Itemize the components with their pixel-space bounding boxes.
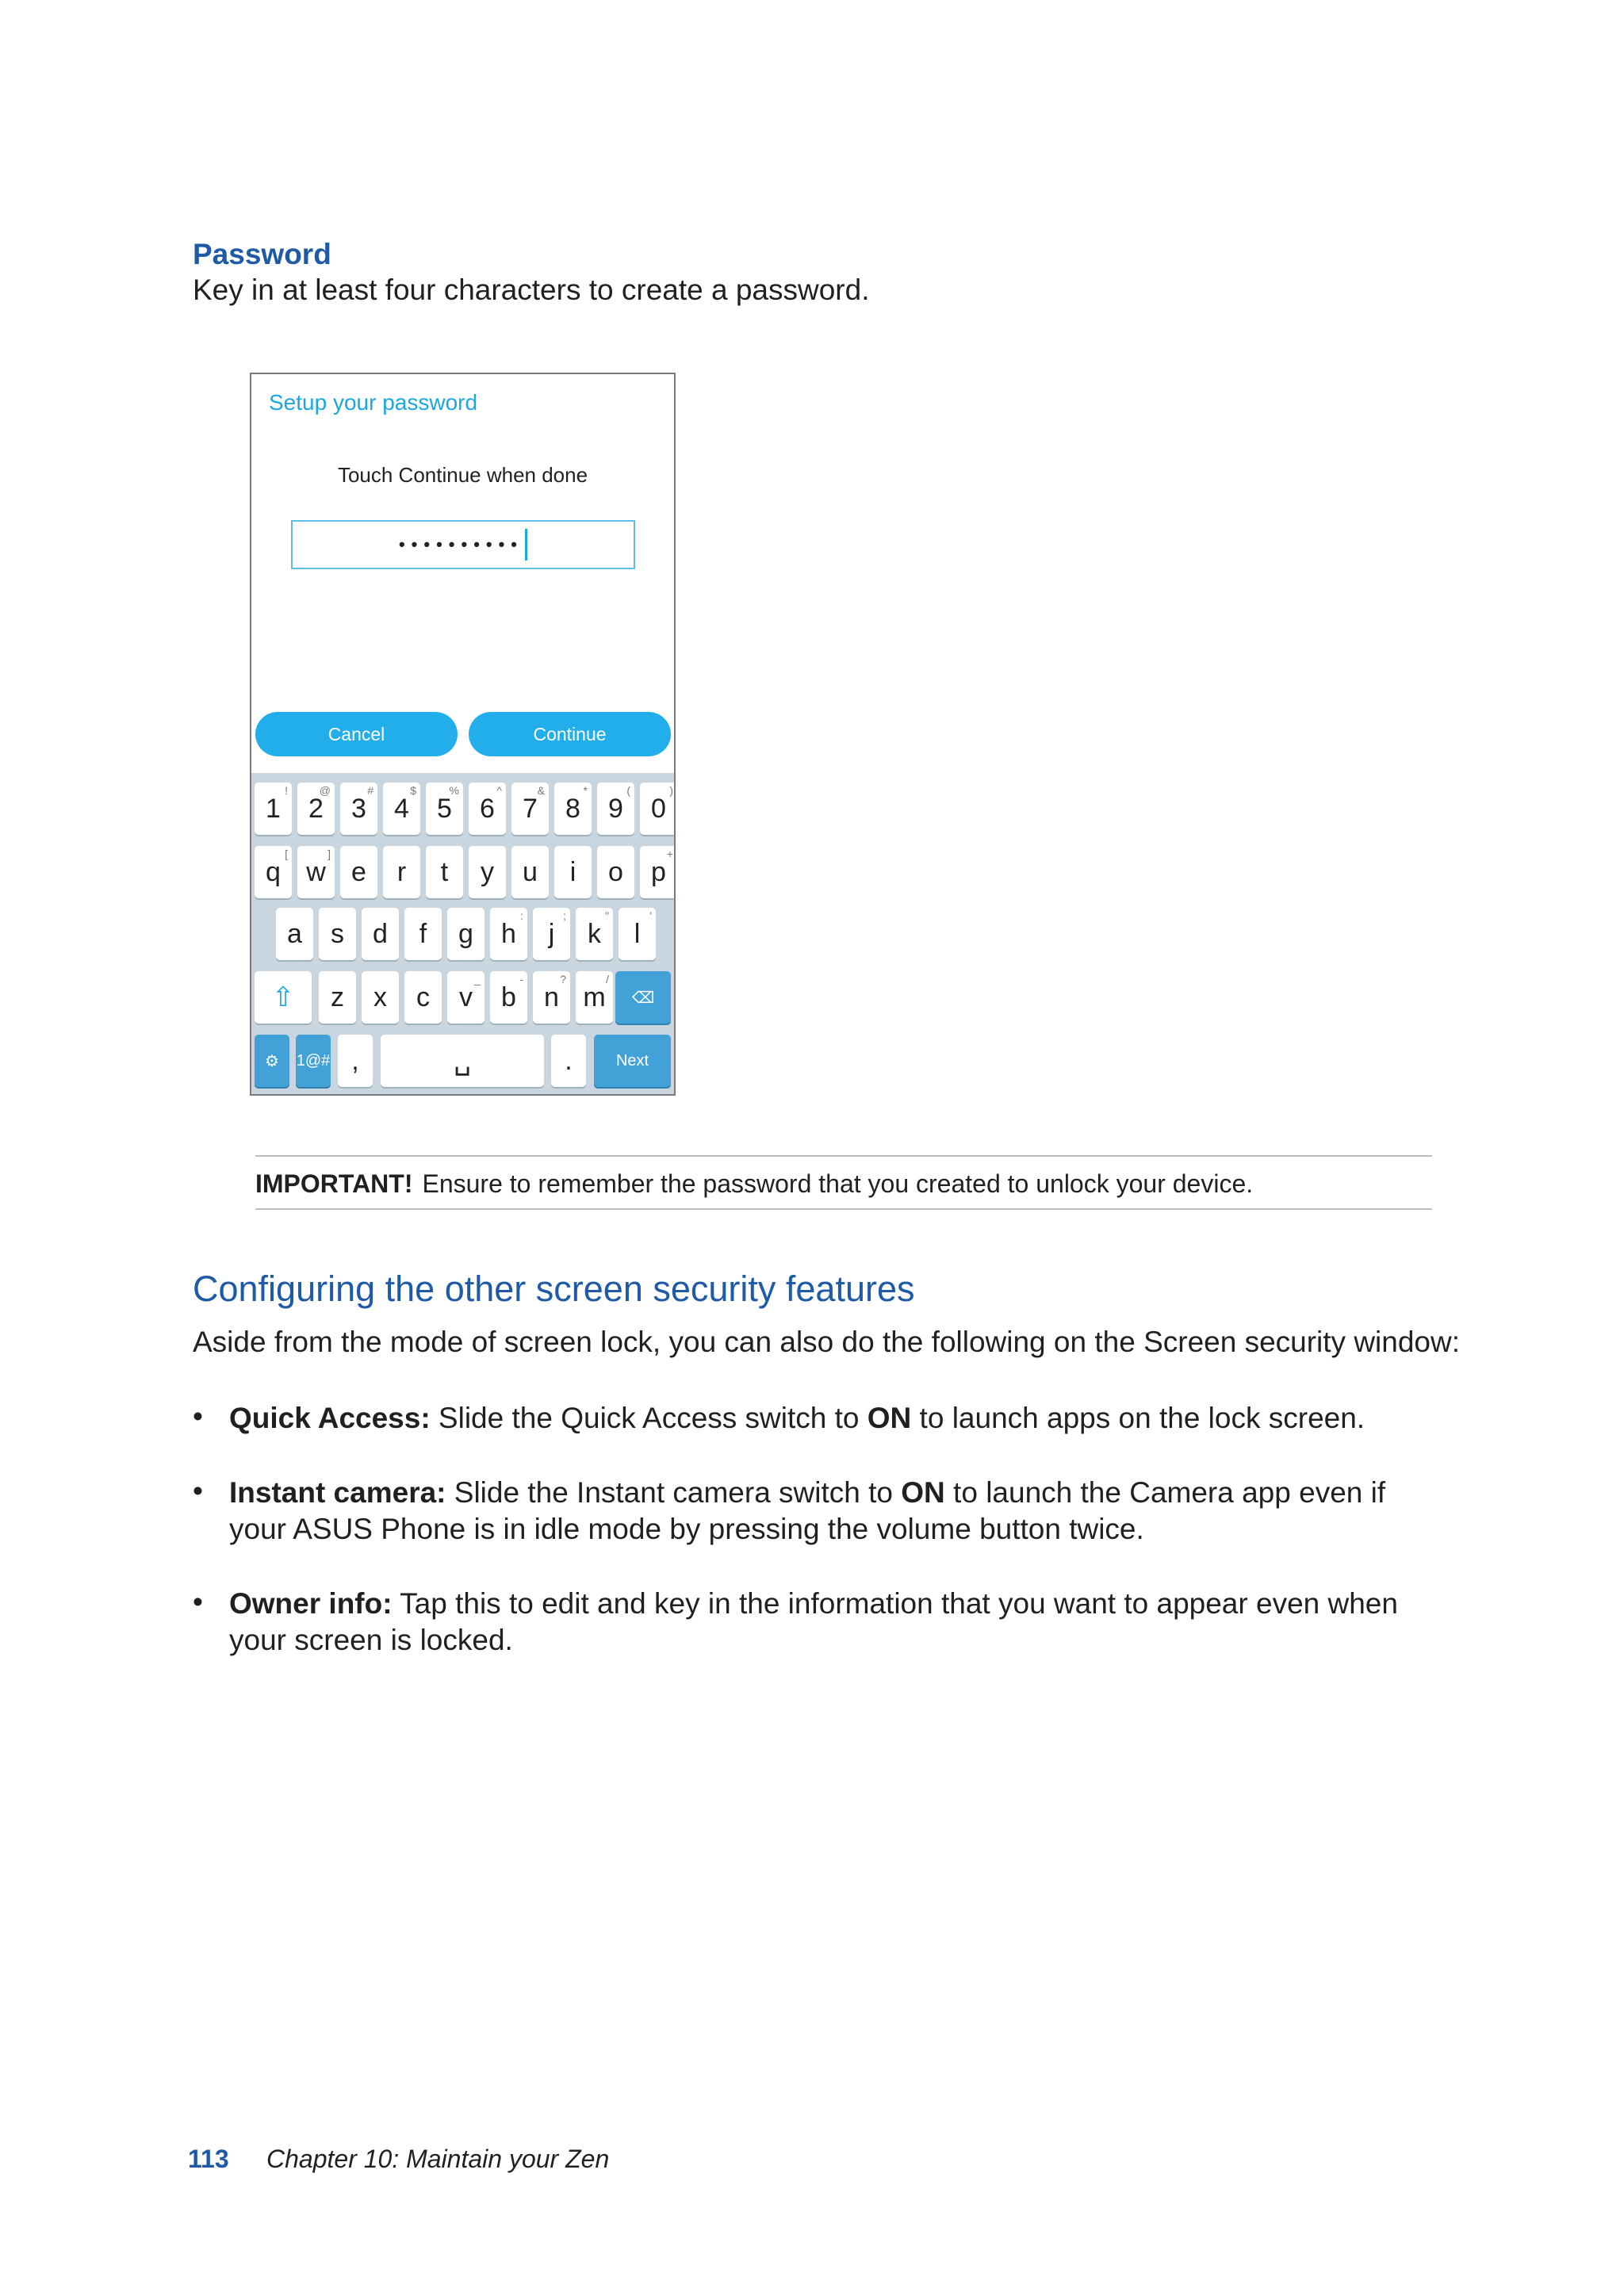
bullet-text: Slide the Quick Access switch to xyxy=(430,1402,868,1434)
bullet-dot: • xyxy=(193,1400,203,1433)
key-x[interactable] xyxy=(362,971,399,1024)
key-label: b xyxy=(501,982,516,1012)
key-secondary-label: % xyxy=(449,784,459,797)
key-label: p xyxy=(651,856,666,887)
key-l[interactable] xyxy=(619,908,656,960)
text-caret xyxy=(525,529,527,561)
key-secondary-label: # xyxy=(367,784,373,797)
key-label: x xyxy=(373,982,387,1012)
key-label: h xyxy=(501,918,516,949)
key-secondary-label: ( xyxy=(626,784,630,797)
bullet-on: ON xyxy=(901,1476,945,1509)
key-label: a xyxy=(287,918,302,949)
key-label: z xyxy=(331,982,344,1012)
key-secondary-label: " xyxy=(605,909,609,922)
key-secondary-label: ^ xyxy=(496,784,502,797)
key-y[interactable] xyxy=(469,846,506,898)
key-secondary-label: ' xyxy=(649,909,652,922)
bullet-text: to launch the Camera app even if your ASUS Phone is in idle mode by pressing the volume button twice. xyxy=(229,1476,1386,1545)
key-secondary-label: + xyxy=(666,848,673,860)
bullet-text: Tap this to edit and key in the information that you want to appear even when your screen is locked. xyxy=(229,1587,1398,1656)
key-label: 4 xyxy=(394,793,409,824)
key-z[interactable] xyxy=(319,971,356,1024)
key-6[interactable] xyxy=(469,783,506,835)
key-label: . xyxy=(565,1045,573,1076)
important-text: Ensure to remember the password that you created to unlock your device. xyxy=(422,1169,1254,1198)
key-label: n xyxy=(544,982,559,1012)
key-2[interactable] xyxy=(297,783,335,835)
key-9[interactable] xyxy=(597,783,634,835)
important-label: IMPORTANT! xyxy=(255,1169,413,1198)
chapter-title: Chapter 10: Maintain your Zen xyxy=(266,2145,610,2173)
key-secondary-label: ! xyxy=(285,784,288,797)
password-dots: •••••••••• xyxy=(398,534,524,554)
key-label: , xyxy=(351,1045,359,1076)
bullet-owner-info xyxy=(193,1586,1438,1659)
key-label: w xyxy=(306,856,326,887)
key-secondary-label: - xyxy=(519,973,523,985)
key-label: j xyxy=(548,918,555,949)
key-secondary-label: : xyxy=(520,909,523,922)
key-label: 7 xyxy=(523,793,538,824)
key-secondary-label: ) xyxy=(669,784,673,797)
key-secondary-label: $ xyxy=(410,784,416,797)
key-b[interactable] xyxy=(490,971,527,1024)
setup-password-title: Setup your password xyxy=(269,390,478,415)
key-a[interactable] xyxy=(276,908,313,960)
divider-top xyxy=(255,1155,1432,1157)
key-label: q xyxy=(266,856,281,887)
key-label: e xyxy=(351,856,366,887)
key-1[interactable] xyxy=(255,783,292,835)
key-label: ⌫ xyxy=(631,989,655,1007)
period-key[interactable] xyxy=(551,1035,586,1087)
key-s[interactable] xyxy=(319,908,356,960)
key-secondary-label: ? xyxy=(560,973,566,985)
key-label: ␣ xyxy=(454,1046,471,1076)
phone-screenshot xyxy=(250,373,676,1096)
key-label: 1 xyxy=(266,793,281,824)
intro-paragraph: Aside from the mode of screen lock, you can also do the following on the Screen security window: xyxy=(193,1326,1461,1358)
divider-bottom xyxy=(255,1208,1432,1210)
key-0[interactable] xyxy=(640,783,676,835)
key-secondary-label: ; xyxy=(563,909,566,922)
key-label: 9 xyxy=(608,793,623,824)
key-j[interactable] xyxy=(533,908,570,960)
bullet-quick-access xyxy=(193,1400,1438,1437)
key-label: u xyxy=(523,856,538,887)
touch-continue-prompt: Touch Continue when done xyxy=(337,463,588,487)
key-m[interactable] xyxy=(576,971,613,1024)
key-label: ⇧ xyxy=(271,982,295,1012)
key-label: o xyxy=(608,856,623,887)
key-secondary-label: @ xyxy=(319,784,331,797)
key-label: 5 xyxy=(437,793,452,824)
password-input[interactable] xyxy=(291,520,635,569)
key-f[interactable] xyxy=(404,908,442,960)
key-q[interactable] xyxy=(255,846,292,898)
key-label: 1@# xyxy=(296,1051,331,1070)
key-label: d xyxy=(373,918,388,949)
important-note xyxy=(255,1169,1253,1199)
key-o[interactable] xyxy=(597,846,634,898)
key-label: m xyxy=(583,982,606,1012)
key-label: k xyxy=(588,918,601,949)
comma-key[interactable] xyxy=(338,1035,373,1087)
bullet-term: Instant camera: xyxy=(229,1476,446,1509)
continue-button[interactable]: Continue xyxy=(469,712,671,756)
bullet-on: ON xyxy=(867,1402,912,1434)
key-label: 8 xyxy=(565,793,580,824)
section-text: Key in at least four characters to create a password. xyxy=(193,274,870,306)
key-c[interactable] xyxy=(404,971,442,1024)
key-secondary-label: _ xyxy=(474,973,481,985)
key-label: t xyxy=(440,856,449,887)
key-label: 3 xyxy=(351,793,366,824)
key-7[interactable] xyxy=(511,783,549,835)
key-w[interactable] xyxy=(297,846,335,898)
key-p[interactable] xyxy=(640,846,676,898)
key-secondary-label: & xyxy=(537,784,545,797)
backspace-key[interactable] xyxy=(615,971,671,1024)
key-u[interactable] xyxy=(511,846,549,898)
key-secondary-label: / xyxy=(606,973,609,985)
key-label: l xyxy=(634,918,641,949)
key-d[interactable] xyxy=(362,908,399,960)
cancel-button[interactable]: Cancel xyxy=(255,712,458,756)
key-label: 6 xyxy=(480,793,495,824)
key-5[interactable] xyxy=(426,783,463,835)
symbols-key[interactable] xyxy=(296,1035,331,1087)
key-label: Next xyxy=(615,1051,649,1070)
key-label: i xyxy=(569,856,576,887)
key-e[interactable] xyxy=(340,846,377,898)
key-8[interactable] xyxy=(554,783,592,835)
key-4[interactable] xyxy=(383,783,420,835)
key-n[interactable] xyxy=(533,971,570,1024)
key-label: 0 xyxy=(651,793,666,824)
next-key[interactable] xyxy=(594,1035,671,1087)
key-label: g xyxy=(458,918,473,949)
key-label: y xyxy=(481,856,494,887)
settings-key[interactable] xyxy=(255,1035,289,1087)
key-label: s xyxy=(331,918,344,949)
page-number: 113 xyxy=(188,2145,229,2173)
key-h[interactable] xyxy=(490,908,527,960)
bullet-instant-camera xyxy=(193,1475,1438,1548)
key-3[interactable] xyxy=(340,783,377,835)
bullet-term: Quick Access: xyxy=(229,1402,431,1434)
key-label: r xyxy=(396,856,407,887)
key-label: c xyxy=(416,982,430,1012)
bullet-text: Slide the Instant camera switch to xyxy=(446,1476,902,1509)
key-secondary-label: [ xyxy=(285,848,288,860)
shift-key[interactable] xyxy=(255,971,312,1024)
key-r[interactable] xyxy=(383,846,420,898)
key-secondary-label: ] xyxy=(327,848,331,860)
key-k[interactable] xyxy=(576,908,613,960)
bullet-term: Owner info: xyxy=(229,1587,393,1620)
on-screen-keyboard xyxy=(251,773,674,1094)
bullet-dot: • xyxy=(193,1586,203,1618)
key-i[interactable] xyxy=(554,846,592,898)
key-secondary-label: * xyxy=(583,784,588,797)
key-label: ⚙ xyxy=(265,1052,279,1070)
key-label: v xyxy=(459,982,473,1012)
bullet-text: to launch apps on the lock screen. xyxy=(911,1402,1365,1434)
key-label: f xyxy=(419,918,427,949)
key-t[interactable] xyxy=(426,846,463,898)
key-g[interactable] xyxy=(447,908,485,960)
bullet-dot: • xyxy=(193,1475,203,1507)
key-v[interactable] xyxy=(447,971,485,1024)
section-label: Password xyxy=(193,238,331,270)
key-label: 2 xyxy=(308,793,324,824)
section-heading: Configuring the other screen security features xyxy=(193,1269,915,1309)
space-key[interactable] xyxy=(381,1035,544,1087)
